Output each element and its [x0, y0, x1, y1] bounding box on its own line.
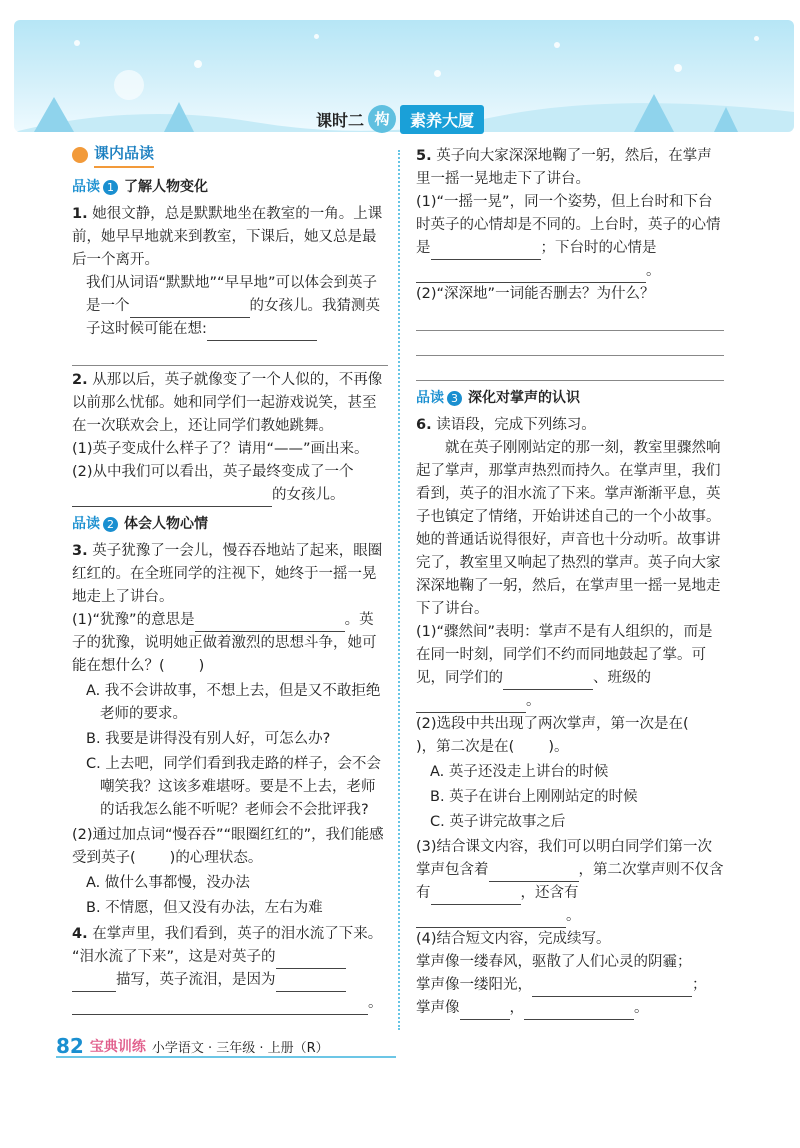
choice-option[interactable]: B. 我要是讲得没有别人好，可怎么办?: [86, 731, 331, 747]
sub-question: (3)结合课文内容，我们可以明白同学们第一次掌声包含着: [416, 839, 713, 878]
answer-blank[interactable]: [72, 998, 368, 1015]
question-number: 6.: [416, 417, 432, 433]
answer-blank[interactable]: [431, 243, 541, 260]
read-number: 2: [103, 517, 118, 532]
sub-question: )，第二次是在(: [416, 739, 515, 755]
section-heading: [72, 142, 388, 168]
question-number: 2.: [72, 372, 88, 388]
sub-question: ): [198, 658, 205, 674]
choice-option[interactable]: B. 英子在讲台上刚刚站定的时候: [430, 789, 638, 805]
lesson-prefix: 课时二: [316, 110, 365, 130]
sub-question: ，第二次掌声则不仅含有: [416, 862, 724, 901]
question-prompt: 的女孩儿。我猜测英子这时候可能在想:: [86, 298, 380, 337]
answer-blank[interactable]: [72, 975, 116, 992]
question-number: 4.: [72, 926, 88, 942]
brand-logo: 宝典训练: [89, 1039, 146, 1055]
read-tag: 品读: [416, 390, 444, 406]
read-title: 了解人物变化: [124, 179, 208, 195]
sub-question: )的心理状态。: [169, 850, 263, 866]
question-2: [72, 369, 388, 507]
read-heading-2: [72, 513, 388, 536]
question-prompt: 我们从词语“默默地”“早早地”可以体会到英子是一个: [86, 275, 378, 314]
sub-question: )。: [548, 739, 569, 755]
sub-question: 、班级的: [593, 670, 651, 686]
sub-question: (1)“犹豫”的意思是: [72, 612, 195, 628]
question-number: 3.: [72, 543, 88, 559]
sub-question: 的女孩儿。: [272, 487, 345, 503]
footer-rule: [56, 1056, 396, 1058]
sub-question: (1)“骤然间”表明：掌声不是有人组织的，而是在同一时刻，同学们不约而同地鼓起了掌。可见，同学们的: [416, 624, 713, 686]
read-title: 体会人物心情: [124, 516, 208, 532]
question-3: [72, 540, 388, 920]
sub-question: 。: [646, 263, 661, 279]
choice-option[interactable]: B. 不情愿，但又没有办法，左右为难: [86, 900, 323, 916]
reader-icon: [72, 147, 88, 163]
page-footer: [56, 1034, 329, 1058]
sub-question: 。: [566, 908, 581, 924]
question-number: 1.: [72, 206, 88, 222]
sub-question: 。: [526, 693, 541, 709]
subject-label: 小学语文 · 三年级 · 上册（R）: [151, 1040, 329, 1056]
question-prompt: 。: [368, 995, 383, 1011]
section-title: 课内品读: [94, 142, 154, 168]
sub-question: 。英子的犹豫，说明她正做着激烈的思想斗争，她可能在想什么？(: [72, 612, 377, 674]
question-passage: 英子向大家深深地鞠了一躬，然后，在掌声里一摇一晃地走下了讲台。: [416, 148, 712, 187]
question-6: [416, 414, 724, 1020]
answer-blank[interactable]: [276, 975, 346, 992]
read-heading-3: [416, 387, 724, 410]
sub-question: ；下台时的心情是: [540, 240, 657, 256]
question-intro: 读语段，完成下列练习。: [436, 417, 596, 433]
choice-option[interactable]: A. 做什么事都慢，没办法: [86, 875, 250, 891]
continuation-line: 掌声像一缕阳光，: [416, 977, 532, 993]
answer-blank[interactable]: [532, 980, 692, 997]
read-title: 深化对掌声的认识: [468, 390, 580, 406]
choice-option[interactable]: C. 英子讲完故事之后: [430, 814, 566, 830]
sub-question: (2)“深深地”一词能否删去？为什么？: [416, 286, 655, 302]
lesson-title: [316, 106, 484, 132]
page-number: 82: [56, 1034, 84, 1058]
answer-line[interactable]: [72, 343, 388, 366]
read-tag: 品读: [72, 516, 100, 532]
sub-question: (2)选段中共出现了两次掌声，第一次是在(: [416, 716, 689, 732]
answer-blank[interactable]: [72, 490, 272, 507]
answer-blank[interactable]: [276, 952, 346, 969]
question-passage: 从那以后，英子就像变了一个人似的，不再像以前那么忧郁。她和同学们一起游戏说笑，甚至在一次联欢会上，还让同学们教她跳舞。: [72, 372, 383, 434]
sub-question: (2)从中我们可以看出，英子最终变成了一个: [72, 464, 354, 480]
column-divider: [398, 150, 400, 1030]
continuation-line: 掌声像一缕春风，驱散了人们心灵的阴霾；: [416, 954, 692, 970]
reading-passage: 就在英子刚刚站定的那一刻，教室里骤然响起了掌声，那掌声热烈而持久。在掌声里，我们看到，英子的泪水流了下来。掌声渐渐平息，英子也镇定了情绪，开始讲述自己的一个小故事。她的普通话说得很好，声音也十分动听。故事讲完了，教室里又响起了热烈的掌声。英子向大家深深地鞠了一躬，然后，在掌声里一摇一晃地走下了讲台。: [416, 440, 721, 617]
sub-question: (4)结合短文内容，完成续写。: [416, 931, 611, 947]
answer-blank[interactable]: [416, 696, 526, 713]
continuation-line: ，: [509, 1000, 524, 1016]
choice-option[interactable]: A. 英子还没走上讲台的时候: [430, 764, 609, 780]
sub-question: (1)“一摇一晃”，同一个姿势，但上台时和下台时英子的心情却是不同的。上台时，英子的心情是: [416, 194, 721, 256]
sub-question: (2)通过加点词“慢吞吞”“眼圈红红的”，我们能感受到英子(: [72, 827, 384, 866]
answer-blank[interactable]: [195, 615, 345, 632]
continuation-line: 。: [634, 1000, 649, 1016]
question-passage: 她很文静，总是默默地坐在教室的一角。上课前，她早早地就来到教室，下课后，她又总是最后一个离开。: [72, 206, 383, 268]
question-number: 5.: [416, 148, 432, 164]
continuation-line: 掌声像: [416, 1000, 460, 1016]
continuation-line: ；: [692, 977, 707, 993]
lesson-heading: 素养大厦: [400, 105, 484, 134]
question-passage: 在掌声里，我们看到，英子的泪水流了下来。: [92, 926, 383, 942]
lesson-badge: 构: [368, 105, 396, 133]
question-passage: 英子犹豫了一会儿，慢吞吞地站了起来，眼圈红红的。在全班同学的注视下，她终于一摇一晃地走上了讲台。: [72, 543, 383, 605]
read-number: 1: [103, 180, 118, 195]
answer-blank[interactable]: [130, 301, 250, 318]
answer-blank[interactable]: [460, 1003, 510, 1020]
read-heading-1: [72, 176, 388, 199]
answer-blank[interactable]: [207, 324, 317, 341]
answer-blank[interactable]: [431, 888, 521, 905]
answer-blank[interactable]: [416, 266, 646, 283]
read-number: 3: [447, 391, 462, 406]
choice-option[interactable]: C. 上去吧，同学们看到我走路的样子，会不会嘲笑我？这该多难堪呀。要是不上去，老师的话我怎么能不听呢？老师会不会批评我?: [86, 756, 381, 818]
answer-blank[interactable]: [503, 673, 593, 690]
read-tag: 品读: [72, 179, 100, 195]
question-4: [72, 923, 388, 1015]
question-5: [416, 145, 724, 381]
left-column: [72, 142, 388, 1018]
answer-line[interactable]: [416, 308, 724, 331]
sub-question: ，还含有: [520, 885, 579, 901]
question-prompt: “泪水流了下来”，这是对英子的: [72, 949, 276, 965]
sub-question: (1)英子变成什么样子了？请用“——”画出来。: [72, 441, 369, 457]
right-column: [416, 142, 724, 1023]
question-prompt: 描写，英子流泪，是因为: [116, 972, 276, 988]
choice-option[interactable]: A. 我不会讲故事，不想上去，但是又不敢拒绝老师的要求。: [86, 683, 381, 722]
answer-blank[interactable]: [524, 1003, 634, 1020]
answer-line[interactable]: [416, 358, 724, 381]
answer-blank[interactable]: [489, 865, 579, 882]
answer-line[interactable]: [416, 333, 724, 356]
answer-blank[interactable]: [416, 911, 566, 928]
question-1: [72, 203, 388, 366]
